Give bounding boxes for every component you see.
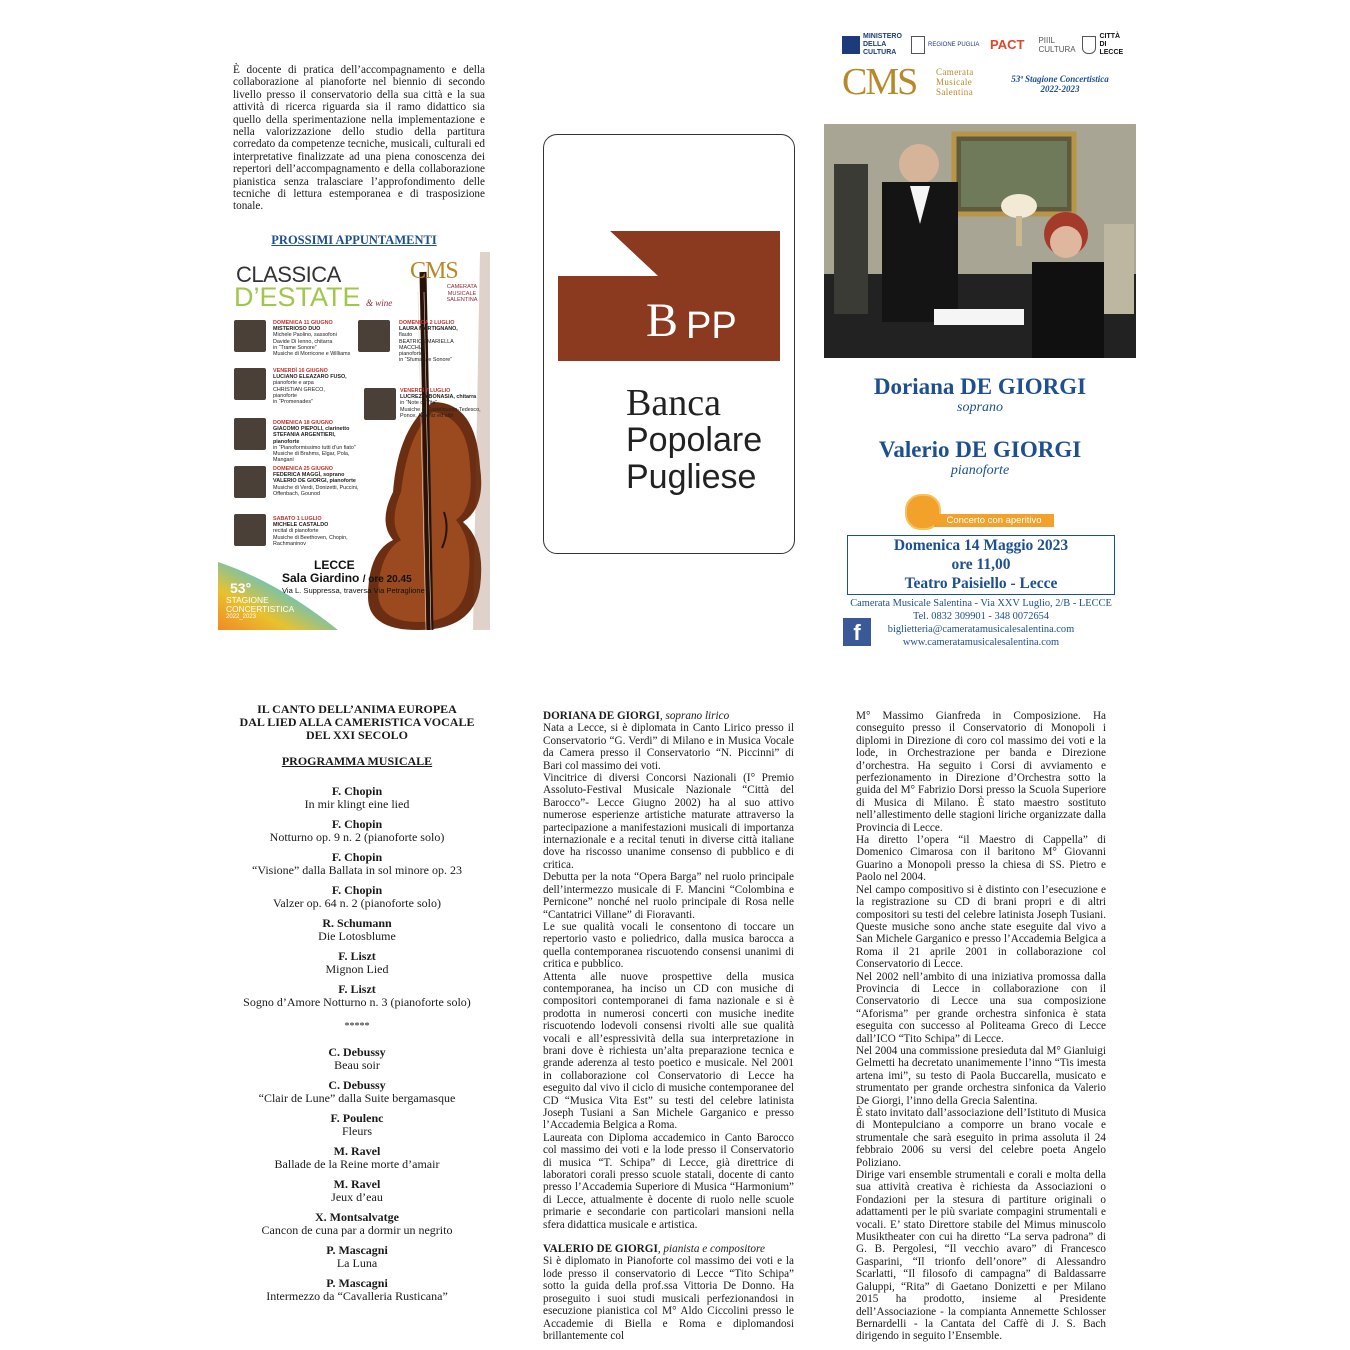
program-item: C. Debussy “Clair de Lune” dalla Suite bergamasque [258,1078,456,1105]
program-separator: ***** [344,1021,370,1032]
bank-letter-b: B [646,294,679,347]
performer-2-role: pianoforte [950,463,1010,478]
performers-photo [824,124,1136,358]
bio-doriana-role: , soprano lirico [659,710,730,722]
bank-letters-pp: PP [686,305,737,347]
event-date: Domenica 14 Maggio 2023 [893,537,1069,554]
bank-name-banca: Banca [626,382,721,424]
event-item: DOMENICA 18 GIUGNO GIACOMO PIEPOLI, clarinetto STEFANIA ARGENTIERI, pianoforte in “Pianoformissimo tutti d’un fiato” Musiche di Brahms, Elgar, Pola, Mangani [273,420,356,464]
program-item: X. Montsalvatge Cancon de cuna par a dormir un negrito [261,1210,453,1237]
bio-paragraph: Ha diretto l’opera “il Maestro di Cappella” di Domenico Cimarosa con il baritono M° Giovanni Guarino a Monopoli presso la chiesa di SS. Pietro e Paolo nel 2004. [856,834,1106,884]
ministero-label: MINISTERO DELLA CULTURA [863,33,902,56]
classica-destate-poster [218,252,490,630]
bio-paragraph: Nel 2004 una commissione presieduta dal M° Gianluigi Gelmetti ha decretato unanimemente l’inno “Tis imesta artena imi”, su testo di Paola Buccarella, musicato e strumentato per grande orchestra sinfonica da Valerio De Giorgi, l’inno della Grecia Salentina. [856,1044,1106,1107]
regione-logo [911,36,980,54]
lecce-crest-icon [1082,36,1096,54]
facebook-icon[interactable]: f [843,618,871,646]
program-item: F. Liszt Sogno d’Amore Notturno n. 3 (pianoforte solo) [243,982,471,1009]
poster-address: Via L. Suppressa, traversa Via Petraglione [282,586,425,595]
contact-web[interactable]: www.cameratamusicalesalentina.com [902,637,1060,648]
poster-season-years: 2022_2023 [226,614,257,621]
poster-season-word2: CONCERTISTICA [226,603,295,614]
bio-column-2 [856,710,1106,1343]
program-part-2 [228,1046,486,1303]
poster-title-destate: D’ESTATE [234,282,361,312]
bio-valerio-heading [543,1243,794,1255]
intro-paragraph: È docente di pratica dell’accompagnamento e della collaborazione al pianoforte nel biennio di secondo livello presso il conservatorio della sua città e la sua attività di ricerca riguarda sia il ramo didattico sia quello della sperimentazione nella implementazione e nella valorizzazione dello studio della partitura corredato da competenze tecniche, musicali, culturali ed interpretative finalizzate ad una piena conoscenza dei repertori dell’accompagnamento e della collaborazione pianistica senza tralasciare l’approfondimento delle tecniche di lettura estemporanea e di trasposizione tonale. [233,64,485,213]
bio-valerio-role: , pianista e compositore [657,1243,765,1256]
poster-wine: & wine [366,298,393,308]
event-thumb [234,466,266,498]
program-title-2: DAL LIED ALLA CAMERISTICA VOCALE [239,715,475,729]
performer-1-name: Doriana DE GIORGI [873,374,1087,399]
performer-1-role: soprano [957,400,1003,415]
poster-title-classica: CLASSICA [236,262,341,287]
bio-paragraph: Attenta alle nuove prospettive della musica contemporanea, ha inciso un CD con musiche di compositori contemporanei di fama nazionale e si è prodotta in numerosi concerti con musiche inedite riscuotendo lodevoli consensi rivolti alle sue qualità vocali e all’espressività della sua interpretazione in brani dove è richiesta un’alta preparazione tecnica e grande aderenza al testo poetico e musicale. Nel 2001 in collaborazione col Conservatorio di Lecce ha eseguito dal vivo il ciclo di musiche contemporanee del CD “Musica Vita Est” su testi del celebre latinista Joseph Tusiani a San Michele Garganico e presso l’Accademia Belgica a Roma. [543,970,794,1132]
program-item: F. Chopin In mir klingt eine lied [304,784,410,811]
poster-venue-name: Sala Giardino [282,571,360,585]
piil-logo: PIIIL CULTURA [1038,36,1076,54]
cms-logo: CMS [842,61,917,103]
contact-tel: Tel. 0832 309901 - 348 0072654 [912,611,1050,622]
program-item: C. Debussy Beau soir [328,1045,386,1072]
bio-paragraph: Nel 2002 nell’ambito di una iniziativa promossa dalla Provincia di Lecce in collaborazione con il Conservatorio di Lecce una sua composizione “Aforisma” per grande orchestra sinfonica è stata eseguita con successo al Politeama Greco di Lecce dall’ICO “Tito Schipa” di Lecce. [856,970,1106,1045]
program-item: M. Ravel Ballade de la Reine morte d’amair [274,1144,440,1171]
program-title [228,703,486,742]
cms-name-1: Camerata [936,67,974,77]
season-label-2: 2022-2023 [1040,84,1080,94]
bank-logo-card [543,134,795,554]
aperitivo-badge: Concerto con aperitivo [934,514,1054,527]
bank-name-pugliese: Pugliese [626,458,757,496]
cms-name-3: Salentina [936,87,974,97]
poster-city: LECCE [314,558,355,572]
program-item: R. Schumann Die Lotosblume [318,916,396,943]
sponsor-logos [842,33,1125,57]
poster-cms-logo: CMS [410,258,458,284]
ministero-emblem-icon [842,36,860,54]
bio-paragraph: Dirige vari ensemble strumentali e corali e molta della sua attività creativa è richiesta da Associazioni o Fondazioni per la stesura di partiture originali o adattamenti per le più svariate compagini strumentali e vocali. E’ stato Direttore stabile del Mimus minuscolo Musiktheater con cui ha diretto “La serva padrona” di G. B. Pergolesi, “Il vecchio avaro” di Francesco Gasparini, “Il trionfo dell’onore” di Alessandro Scarlatti, “Il filosofo di campagna” di Baldassarre Galuppi, “Rita” di Gaetano Donizetti e per Milano 2015 ha prodotto, insieme al Presidente dell’Associazione - la compianta Annemette Schlosser Bernardelli - la Cantata del Caffè di J. S. Bach dirigendo in seguito l’Ensemble. [856,1169,1106,1343]
bio-paragraph: Nata a Lecce, si è diplomata in Canto Lirico presso il Conservatorio “G. Verdi” di Milano e in Musica Vocale da Camera presso il Conservatorio “N. Piccinni” di Bari col massimo dei voti. [543,722,794,772]
program-item: F. Chopin “Visione” dalla Ballata in sol minore op. 23 [252,850,462,877]
bio-doriana-heading [543,710,794,722]
poster-cms-sub: CAMERATA MUSICALE SALENTINA [446,284,478,304]
cms-name-2: Musicale [936,77,973,87]
season-label [1000,74,1120,94]
program-title-1: IL CANTO DELL’ANIMA EUROPEA [257,702,457,716]
event-time: ore 11,00 [951,556,1011,573]
contact-address: Camerata Musicale Salentina - Via XXV Luglio, 2/B - LECCE [850,598,1112,609]
program-item: F. Liszt Mignon Lied [325,949,389,976]
event-venue: Teatro Paisiello - Lecce [904,575,1058,592]
bank-name-popolare: Popolare [626,421,763,459]
event-item: DOMENICA 25 GIUGNO FEDERICA MAGGÌ, soprano VALERIO DE GIORGI, pianoforte Musiche di Verdi, Donizetti, Puccini, Offenbach, Gounod [273,466,359,497]
poster-venue [282,571,412,585]
event-item: SABATO 1 LUGLIO MICHELE CASTALDO recital di pianoforte Musiche di Beethoven, Chopin, Rachmaninov [273,516,348,547]
event-thumb [234,368,266,400]
performer-2 [824,437,1136,479]
program-item: M. Ravel Jeux d’eau [331,1177,383,1204]
bio-valerio-name: VALERIO DE GIORGI [543,1243,658,1256]
bio-paragraph: Debutta per la nota “Opera Barga” nel ruolo principale dell’intermezzo musicale di F. Mancini “Colombina e Pernicone” nonché nel ruolo principale di Rosa nelle “Cantatrici Villane” di Fioravanti. [543,871,794,921]
event-thumb [234,320,266,352]
pact-logo: PACT [990,37,1025,52]
performer-2-name: Valerio DE GIORGI [878,437,1082,462]
bio-paragraph: Le sue qualità vocali le consentono di toccare un repertorio vasto e poliedrico, dalla musica barocca a quella contemporanea riscuotendo consensi unanimi di critica e pubblico. [543,920,794,971]
program-item: P. Mascagni La Luna [326,1243,388,1270]
poster-season-num: 53° [230,580,252,596]
event-thumb [364,388,396,420]
event-box [847,535,1115,595]
program-heading: PROGRAMMA MUSICALE [281,754,433,768]
ministero-logo [842,33,905,57]
program-section [228,703,486,1310]
poster-season-word1: STAGIONE [226,595,269,605]
bio-paragraph: Vincitrice di diversi Concorsi Nazionali (I° Premio Assoluto-Festival Musicale Nazionale “Città del Barocco”- Lecce Giugno 2002) ha al suo attivo numerose esperienze artistiche maturate attraverso la partecipazione a manifestazioni musicali di importanza internazionale e a recital tenuti in diverse città italiane dove ha riscosso unanime consenso di pubblico e di critica. [543,772,794,871]
contact-email[interactable]: biglietteria@cameratamusicalesalentina.com [887,624,1075,635]
event-item: DOMENICA 2 LUGLIO LAURA MARTIGNANO, flauto BEATRICE MARIELLA MACCHIA pianoforte in “Sfumature Sonore” [399,320,458,364]
bio-paragraph: Laureata con Diploma accademico in Canto Barocco col massimo dei voti e la lode presso il Conservatorio di musica “T. Schipa” di Lecce, già direttrice di laboratori corali presso scuole statali, docente di canto presso l’Accademia Superiore di Musica “Harmonium” di Lecce, attualmente è docente di ruolo nelle scuole primarie e secondarie con particolari mansioni nella sfera didattica musicale e artistica. [543,1131,794,1231]
bio-paragraph: Nel campo compositivo si è distinto con l’esecuzione e la registrazione su CD di brani propri e di altri compositori su testi del celebre latinista Joseph Tusiani. Queste musiche sono anche state eseguite dal vivo a San Michele Garganico e presso l’Accademia Belgica a Roma il 21 aprile 2001 in collaborazione col Conservatorio di Lecce. [856,883,1106,971]
performers-photo-illustration [824,124,1136,358]
regione-emblem-icon [911,36,925,54]
program-item: F. Poulenc Fleurs [330,1111,384,1138]
program-item: F. Chopin Valzer op. 64 n. 2 (pianoforte solo) [273,883,441,910]
event-item: VENERDÌ 7 LUGLIO LUCREZIA BONASIA, chitarra in “Note di Vita” Musiche di Castelnuovo-Tedesco, Ponce, Albeniz ed altri [400,388,481,419]
program-item: P. Mascagni Intermezzo da “Cavalleria Rusticana” [266,1276,448,1303]
bio-paragraph: È stato invitato dall’associazione dell’Istituto di Musica di Montepulciano a comporre un brano vocale e strumentale che sarà eseguito in prima assoluta il 24 febbraio 2006 su versi del celebre poeta Angelo Poliziano. [856,1107,1106,1169]
program-item: F. Chopin Notturno op. 9 n. 2 (pianoforte solo) [269,817,445,844]
event-item: DOMENICA 11 GIUGNO MISTERIOSO DUO Michele Paolino, sassofoni Davide Di Ienno, chitarra in “Trame Sonore” Musiche di Morricone e Williams [273,320,351,358]
bio-paragraph: M° Massimo Gianfreda in Composizione. Ha conseguito presso il Conservatorio di Monopoli i diplomi in Direzione di coro col massimo dei voti e la lode, in Orchestrazione per banda e Direzione d’orchestra. Ha seguito i Corsi di avviamento e perfezionamento in Direzione d’Orchestra sotto la guida del M° Fabrizio Dorsi presso la Scuola Superiore di Musica di Milano. È stato maestro sostituto nell’allestimento delle stagioni liriche organizzate dalla Provincia di Lecce. [856,710,1106,834]
bank-name [626,382,763,496]
cms-name [936,67,974,97]
program-title-3: DEL XXI SECOLO [305,728,409,742]
bio-doriana-name: DORIANA DE GIORGI [543,710,660,722]
event-thumb [358,320,390,352]
poster-season-words [226,596,294,622]
poster-time: / ore 20.45 [362,574,412,585]
event-item: VENERDÌ 16 GIUGNO LUCIANO ELEAZARO FUSO, pianoforte e arpa CHRISTIAN GRECO, pianoforte in “Promenades” [273,368,347,406]
citta-label: CITTÀ DI LECCE [1099,33,1124,56]
bio-column-1 [543,710,794,1342]
event-thumb [234,418,266,450]
event-thumb [234,514,266,546]
season-label-1: 53ª Stagione Concertistica [1011,74,1109,84]
citta-logo [1082,33,1125,57]
program-part-1 [228,785,486,1009]
regione-label: REGIONE PUGLIA [928,42,980,48]
performer-1 [824,374,1136,416]
bio-paragraph: Si è diplomato in Pianoforte col massimo dei voti e la lode presso il conservatorio di Lecce “Tito Schipa” sotto la guida della prof.ssa Vittoria De Donno. Ha proseguito i suoi studi musicali perfezionandosi in esecuzione pianistica col M° Aldo Ciccolini presso le Accademie di Biella e Roma e diplomandosi brillantemente col [543,1255,794,1342]
next-events-heading: PROSSIMI APPUNTAMENTI [271,233,437,247]
